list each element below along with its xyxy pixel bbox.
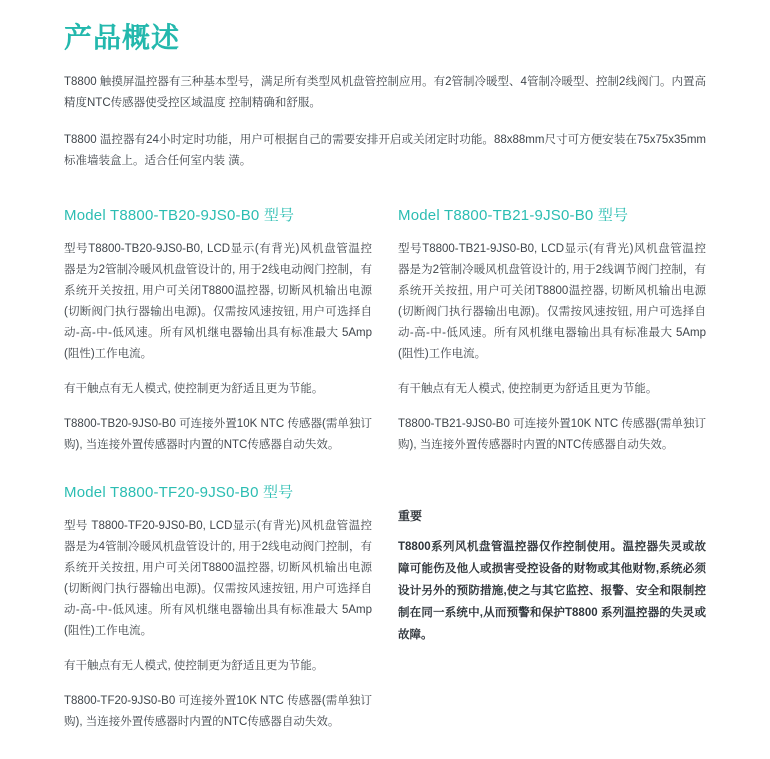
model-title-tf20: Model T8800-TF20-9JS0-B0 型号: [64, 484, 294, 501]
intro-paragraph-2: T8800 温控器有24小时定时功能，用户可根据自己的需要安排开启或关闭定时功能。88x88mm尺寸可方便安装在75x75x35mm标准墙装盒上。适合任何室内装 潢。: [64, 134, 706, 167]
intro-section: [64, 72, 706, 172]
important-notice: [398, 506, 706, 646]
model-tf20-paragraph-3: T8800-TF20-9JS0-B0 可连接外置10K NTC 传感器(需单独订购), 当连接外置传感器时内置的NTC传感器自动失效。: [64, 695, 372, 728]
model-tf20-paragraph-2: 有干触点有无人模式, 使控制更为舒适且更为节能。: [64, 660, 324, 672]
model-block-tb20: [64, 205, 372, 456]
intro-paragraph-1: T8800 触摸屏温控器有三种基本型号，满足所有类型风机盘管控制应用。有2管制冷暖型、4管制冷暖型、控制2线阀门。内置高精度NTC传感器使受控区域温度 控制精确和舒服。: [64, 76, 706, 109]
model-tb21-paragraph-3: T8800-TB21-9JS0-B0 可连接外置10K NTC 传感器(需单独订购), 当连接外置传感器时内置的NTC传感器自动失效。: [398, 418, 706, 451]
model-columns: [64, 205, 706, 759]
model-tb20-paragraph-3: T8800-TB20-9JS0-B0 可连接外置10K NTC 传感器(需单独订购), 当连接外置传感器时内置的NTC传感器自动失效。: [64, 418, 372, 451]
notice-body: T8800系列风机盘管温控器仅作控制使用。温控器失灵或故障可能伤及他人或损害受控设备的财物或其他财物,系统必须设计另外的预防措施,使之与其它监控、报警、安全和限制控制在同一系统中,从而预警和保护T8800 系列温控器的失灵或故障。: [398, 541, 706, 641]
model-tb20-paragraph-2: 有干触点有无人模式, 使控制更为舒适且更为节能。: [64, 383, 324, 395]
model-title-tb21: Model T8800-TB21-9JS0-B0 型号: [398, 207, 629, 224]
model-tb21-paragraph-1: 型号T8800-TB21-9JS0-B0, LCD显示(有背光)风机盘管温控器是为2管制冷暖风机盘管设计的, 用于2线调节阀门控制，有系统开关按扭, 用户可关闭T8800温控器, 切断风机输出电源(切断阀门执行器输出电源)。仅需按风速按钮, 用户可选择自动-高-中-低风速。所有风机继电器输出具有标准最大 5Amp (阻性)工作电流。: [398, 243, 706, 360]
model-block-tf20: [64, 482, 372, 733]
page-title: 产品概述: [64, 22, 181, 53]
left-column: [64, 205, 372, 759]
notice-spacer: [398, 486, 706, 506]
model-block-tb21: [398, 205, 706, 456]
notice-title: 重要: [398, 509, 423, 523]
model-tb21-paragraph-2: 有干触点有无人模式, 使控制更为舒适且更为节能。: [398, 383, 658, 395]
model-title-tb20: Model T8800-TB20-9JS0-B0 型号: [64, 207, 295, 224]
model-tb20-paragraph-1: 型号T8800-TB20-9JS0-B0, LCD显示(有背光)风机盘管温控器是为2管制冷暖风机盘管设计的, 用于2线电动阀门控制，有系统开关按扭, 用户可关闭T8800温控器, 切断风机输出电源(切断阀门执行器输出电源)。仅需按风速按钮, 用户可选择自动-高-中-低风速。所有风机继电器输出具有标准最大 5Amp (阻性)工作电流。: [64, 243, 372, 360]
right-column: [398, 205, 706, 759]
model-tf20-paragraph-1: 型号 T8800-TF20-9JS0-B0, LCD显示(有背光)风机盘管温控器是为4管制冷暖风机盘管设计的, 用于2线电动阀门控制，有系统开关按扭, 用户可关闭T8800温控器, 切断风机输出电源(切断阀门执行器输出电源)。仅需按风速按钮, 用户可选择自动-高-中-低风速。所有风机继电器输出具有标准最大 5Amp (阻性)工作电流。: [64, 520, 372, 637]
